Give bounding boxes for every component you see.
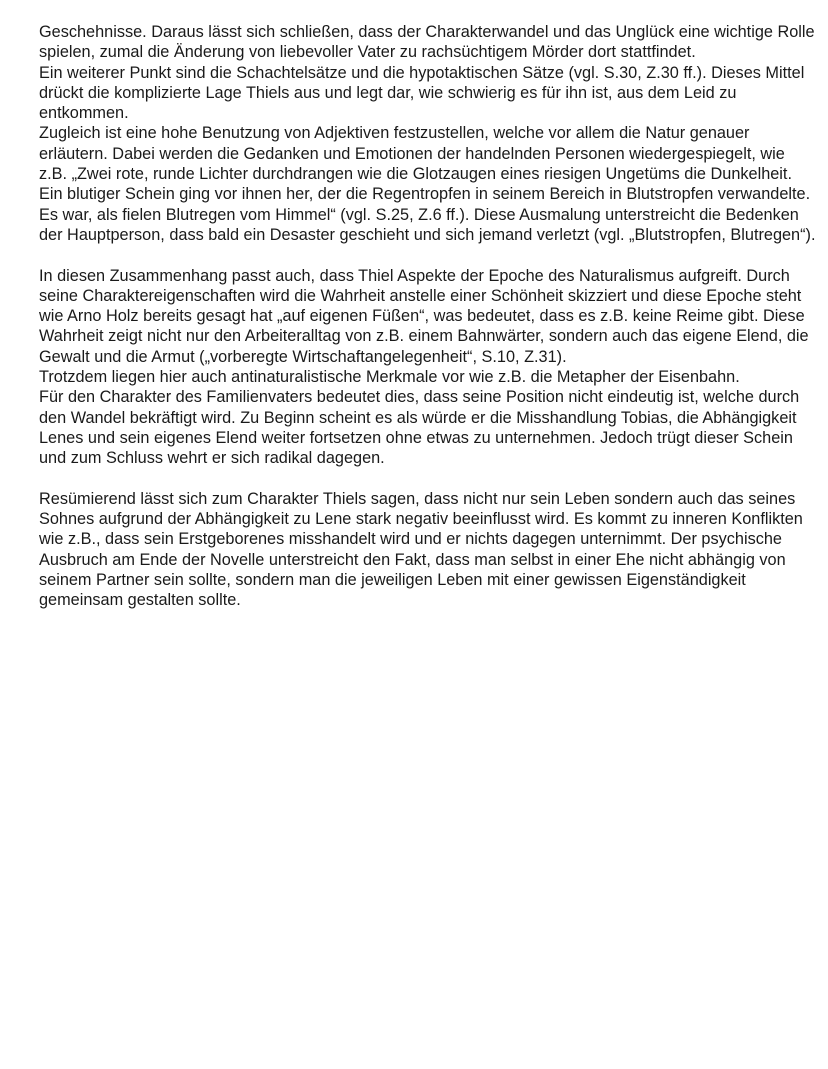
paragraph-3: Zugleich ist eine hohe Benutzung von Adjektiven festzustellen, welche vor allem die Natur genauer erläutern. Dabei werden die Gedanken und Emotionen der handelnden Personen wiedergespiegelt, wie z.B. „Zwei rote, runde Lichter durchdrangen wie die Glotzaugen eines riesigen Ungetüms die Dunkelheit. Ein blutiger Schein ging vor ihnen her, der die Regentropfen in seinem Bereich in Blutstropfen verwandelte. Es war, als fielen Blutregen vom Himmel“ (vgl. S.25, Z.6 ff.). Diese Ausmalung unterstreicht die Bedenken der Hauptperson, dass bald ein Desaster geschieht und sich jemand verletzt (vgl. „Blutstropfen, Blutregen“).: [39, 124, 816, 244]
text-block-1: [39, 22, 817, 245]
blank-line: [39, 469, 817, 489]
text-block-3: [39, 489, 817, 611]
paragraph-2: Ein weiterer Punkt sind die Schachtelsätze und die hypotaktischen Sätze (vgl. S.30, Z.30 ff.). Dieses Mittel drückt die komplizierte Lage Thiels aus und legt dar, wie schwierig es für ihn ist, aus dem Leid zu entkommen.: [39, 63, 805, 123]
paragraph-6: Für den Charakter des Familienvaters bedeutet dies, dass seine Position nicht eindeutig ist, welche durch den Wandel bekräftigt wird. Zu Beginn scheint es als würde er die Misshandlung Tobias, die Abhängigkeit Lenes und sein eigenes Elend weiter fortsetzen ohne etwas zu unternehmen. Jedoch trügt dieser Schein und zum Schluss wehrt er sich radikal dagegen.: [39, 388, 800, 468]
text-block-2: [39, 266, 817, 469]
paragraph-4: In diesen Zusammenhang passt auch, dass Thiel Aspekte der Epoche des Naturalismus aufgreift. Durch seine Charaktereigenschaften wird die Wahrheit anstelle einer Schönheit skizziert und diese Epoche steht wie Arno Holz bereits gesagt hat „auf eigenen Füßen“, was bedeutet, dass es z.B. keine Reime gibt. Diese Wahrheit zeigt nicht nur den Arbeiteralltag von z.B. einem Bahnwärter, sondern auch das eigene Elend, die Gewalt und die Armut („vorberegte Wirtschaftangelegenheit“, S.10, Z.31).: [39, 266, 809, 366]
paragraph-7: Resümierend lässt sich zum Charakter Thiels sagen, dass nicht nur sein Leben sondern auch das seines Sohnes aufgrund der Abhängigkeit zu Lene stark negativ beeinflusst wird. Es kommt zu inneren Konflikten wie z.B., dass sein Erstgeborenes misshandelt wird und er nichts dagegen unternimmt. Der psychische Ausbruch am Ende der Novelle unterstreicht den Fakt, dass man selbst in einer Ehe nicht abhängig von seinem Partner sein sollte, sondern man die jeweiligen Leben mit einer gewissen Eigenständigkeit gemeinsam gestalten sollte.: [39, 489, 803, 610]
blank-line: [39, 245, 817, 265]
document-page: [39, 22, 817, 611]
paragraph-1: Geschehnisse. Daraus lässt sich schließen, dass der Charakterwandel und das Unglück eine wichtige Rolle spielen, zumal die Änderung von liebevoller Vater zu rachsüchtigem Mörder dort stattfindet.: [39, 23, 815, 62]
paragraph-5: Trotzdem liegen hier auch antinaturalistische Merkmale vor wie z.B. die Metapher der Eisenbahn.: [39, 368, 740, 387]
